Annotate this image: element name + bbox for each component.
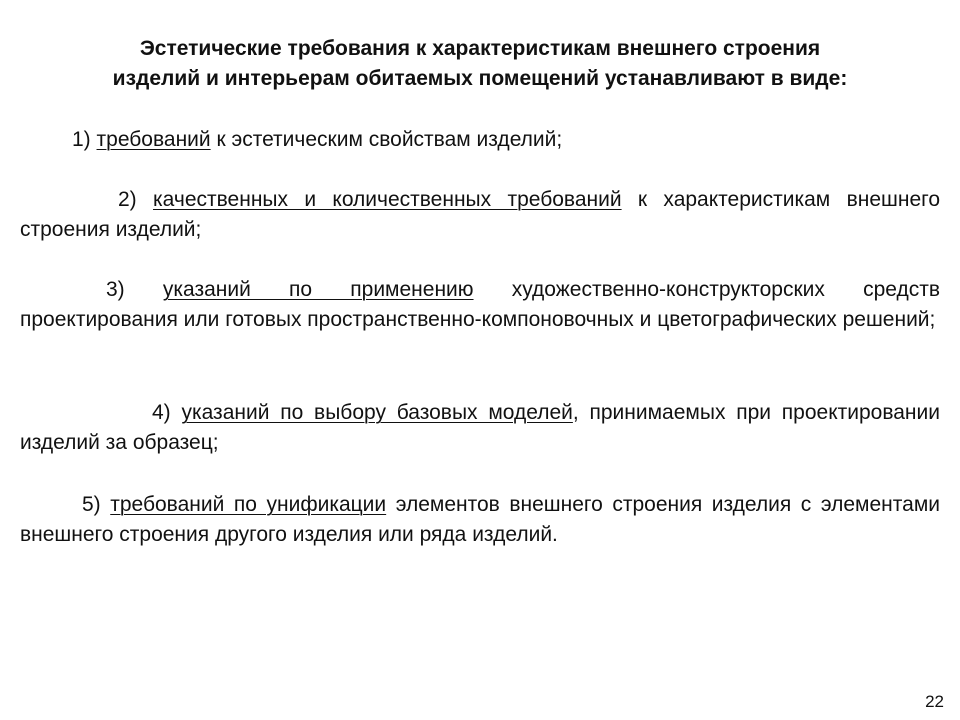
list-item-2 — [20, 185, 940, 245]
item-underlined-term: требований — [96, 128, 211, 151]
list-item-5 — [20, 490, 940, 550]
item-text: , принимаемых при проектировании изделий за образец; — [20, 401, 940, 454]
item-underlined-term: указаний по применению — [162, 278, 474, 301]
list-item-4 — [20, 398, 940, 458]
item-number: 4) — [152, 401, 182, 424]
item-underlined-term: требований по унификации — [110, 493, 387, 516]
item-text: к эстетическим свойствам изделий; — [210, 128, 563, 151]
page-number: 22 — [925, 692, 944, 711]
item-number: 2) — [118, 188, 154, 211]
list-item-1 — [20, 125, 940, 155]
item-underlined-term: качественных и количественных требований — [153, 188, 622, 211]
item-number: 3) — [106, 278, 163, 301]
title-line-2: изделий и интерьерам обитаемых помещений устанавливают в виде: — [112, 67, 848, 90]
item-text: художественно-конструкторских средств проектирования или готовых пространственно-компоновочных и цветографических решений; — [20, 278, 940, 331]
item-underlined-term: указаний по выбору базовых моделей — [181, 401, 573, 424]
slide-title — [20, 34, 940, 94]
item-number: 5) — [82, 493, 111, 516]
title-line-1: Эстетические требования к характеристикам внешнего строения — [139, 37, 821, 60]
list-item-3 — [20, 275, 940, 335]
item-text: к характеристикам внешнего строения изделий; — [20, 188, 941, 241]
item-text: элементов внешнего строения изделия с элементами внешнего строения другого изделия или ряда изделий. — [20, 493, 940, 546]
item-number: 1) — [72, 128, 97, 151]
